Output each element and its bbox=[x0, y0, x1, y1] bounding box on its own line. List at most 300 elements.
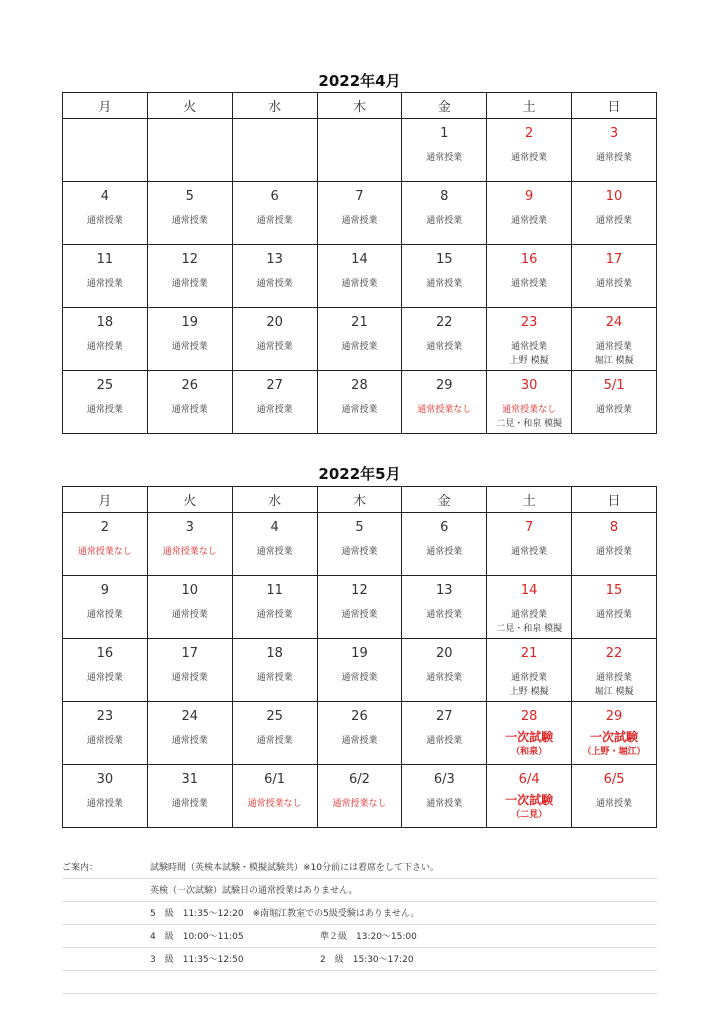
day-cell bbox=[63, 119, 148, 182]
day-number: 9 bbox=[100, 583, 110, 598]
day-cell bbox=[487, 308, 572, 371]
weekday-header: 土 bbox=[487, 93, 572, 119]
day-note: 通常授業 bbox=[171, 799, 208, 809]
day-note: 通常授業 bbox=[596, 279, 633, 289]
day-cell bbox=[487, 119, 572, 182]
day-notes bbox=[318, 277, 402, 291]
day-number: 20 bbox=[266, 315, 283, 330]
day-note: 通常授業 bbox=[86, 736, 123, 746]
week-row bbox=[63, 119, 657, 182]
day-note: 通常授業 bbox=[86, 405, 123, 415]
day-note: 通常授業 bbox=[256, 673, 293, 683]
weekday-header: 火 bbox=[147, 487, 232, 513]
day-cell bbox=[572, 576, 657, 639]
weekday-header: 火 bbox=[147, 93, 232, 119]
guide-section bbox=[62, 856, 657, 994]
day-note: 上野 模擬 bbox=[509, 687, 549, 697]
weekday-header: 土 bbox=[487, 487, 572, 513]
day-notes bbox=[402, 403, 486, 417]
day-number: 3 bbox=[609, 126, 619, 141]
day-number: 21 bbox=[520, 646, 538, 661]
day-note: 通常授業 bbox=[426, 673, 463, 683]
day-note: 通常授業 bbox=[86, 216, 123, 226]
day-note: 通常授業 bbox=[426, 279, 463, 289]
day-note: 通常授業 bbox=[341, 610, 378, 620]
day-note: 通常授業 bbox=[341, 673, 378, 683]
day-notes bbox=[148, 403, 232, 417]
day-number: 28 bbox=[351, 378, 368, 393]
guide-label: ご案内： bbox=[62, 863, 99, 873]
day-notes bbox=[572, 151, 656, 165]
day-note: 通常授業 bbox=[426, 216, 463, 226]
day-notes bbox=[487, 608, 571, 636]
weekday-header: 日 bbox=[572, 487, 657, 513]
day-number: 28 bbox=[520, 709, 538, 724]
exam-label: 一次試験 bbox=[590, 730, 639, 744]
day-notes bbox=[318, 734, 402, 748]
day-number: 12 bbox=[181, 252, 199, 267]
day-cell bbox=[232, 576, 317, 639]
day-note: 通常授業 bbox=[256, 405, 293, 415]
day-notes bbox=[148, 608, 232, 622]
day-number: 12 bbox=[351, 583, 368, 598]
day-number: 31 bbox=[181, 772, 199, 787]
day-note: 通常授業 bbox=[256, 279, 293, 289]
day-number: 1 bbox=[440, 126, 449, 141]
day-cell bbox=[317, 576, 402, 639]
day-notes bbox=[148, 797, 232, 811]
day-note: 通常授業 bbox=[341, 736, 378, 746]
day-number: 26 bbox=[181, 378, 199, 393]
day-cell bbox=[317, 308, 402, 371]
guide-grade2-time: 2 級 15:30～17:20 bbox=[320, 955, 414, 965]
day-cell bbox=[232, 119, 317, 182]
day-notes bbox=[63, 403, 147, 417]
day-cell bbox=[402, 245, 487, 308]
week-row bbox=[63, 513, 657, 576]
day-cell bbox=[147, 371, 232, 434]
day-note: 通常授業 bbox=[341, 547, 378, 557]
day-cell bbox=[63, 513, 148, 576]
day-notes bbox=[572, 730, 656, 759]
day-cell bbox=[317, 371, 402, 434]
weekday-header: 月 bbox=[63, 487, 148, 513]
guide-row bbox=[62, 948, 657, 971]
may-title: 2022年5月 bbox=[318, 465, 401, 483]
week-row bbox=[63, 576, 657, 639]
day-number: 21 bbox=[351, 315, 368, 330]
day-number: 6 bbox=[270, 189, 279, 204]
day-number: 3 bbox=[185, 520, 194, 535]
weekday-header: 木 bbox=[317, 93, 402, 119]
day-note: 通常授業 bbox=[341, 279, 378, 289]
day-number: 6/4 bbox=[518, 772, 540, 787]
day-notes bbox=[572, 608, 656, 622]
exam-label: 一次試験 bbox=[505, 730, 554, 744]
day-cell bbox=[572, 371, 657, 434]
day-number: 30 bbox=[96, 772, 114, 787]
day-number: 14 bbox=[351, 252, 368, 267]
day-note: 通常授業 bbox=[171, 736, 208, 746]
day-notes bbox=[148, 545, 232, 559]
day-cell bbox=[487, 182, 572, 245]
day-notes bbox=[233, 277, 317, 291]
day-number: 27 bbox=[266, 378, 283, 393]
day-notes bbox=[318, 403, 402, 417]
day-cell bbox=[232, 765, 317, 828]
day-number: 6/3 bbox=[433, 772, 455, 787]
week-row bbox=[63, 245, 657, 308]
day-number: 15 bbox=[436, 252, 453, 267]
day-note: 通常授業 bbox=[171, 216, 208, 226]
day-cell bbox=[317, 245, 402, 308]
day-note: 通常授業なし bbox=[332, 799, 387, 809]
day-notes bbox=[233, 545, 317, 559]
day-number: 11 bbox=[266, 583, 283, 598]
day-number: 29 bbox=[605, 709, 623, 724]
day-number: 8 bbox=[609, 520, 619, 535]
day-notes bbox=[233, 403, 317, 417]
day-cell bbox=[402, 576, 487, 639]
guide-row bbox=[62, 902, 657, 925]
day-note: 堀江 模擬 bbox=[594, 687, 634, 697]
day-note: 堀江 模擬 bbox=[594, 356, 634, 366]
day-number: 6/2 bbox=[348, 772, 370, 787]
day-note: 通常授業 bbox=[256, 547, 293, 557]
day-notes bbox=[402, 545, 486, 559]
day-number: 19 bbox=[351, 646, 368, 661]
day-notes bbox=[233, 214, 317, 228]
exam-location: （和泉） bbox=[511, 747, 548, 757]
guide-exam-time-note: 試験時間（英検本試験・模擬試験共）※10分前には着席をして下さい。 bbox=[150, 863, 439, 873]
day-number: 30 bbox=[520, 378, 538, 393]
day-number: 23 bbox=[96, 709, 114, 724]
day-note: 通常授業 bbox=[596, 799, 633, 809]
day-note: 通常授業 bbox=[171, 610, 208, 620]
day-cell bbox=[402, 639, 487, 702]
day-cell bbox=[63, 371, 148, 434]
day-number: 2 bbox=[100, 520, 110, 535]
day-number: 15 bbox=[605, 583, 623, 598]
day-notes bbox=[572, 340, 656, 368]
day-note: 通常授業 bbox=[596, 342, 633, 352]
day-note: 通常授業 bbox=[86, 610, 123, 620]
exam-label: 一次試験 bbox=[505, 793, 554, 807]
day-number: 22 bbox=[436, 315, 453, 330]
day-number: 23 bbox=[520, 315, 538, 330]
day-cell bbox=[572, 702, 657, 765]
day-notes bbox=[63, 340, 147, 354]
guide-grade3-time: 3 級 11:35～12:50 bbox=[150, 955, 244, 965]
day-cell bbox=[147, 576, 232, 639]
day-note: 通常授業 bbox=[86, 342, 123, 352]
day-note: 通常授業 bbox=[86, 279, 123, 289]
day-cell bbox=[147, 513, 232, 576]
day-cell bbox=[402, 765, 487, 828]
day-note: 通常授業 bbox=[596, 547, 633, 557]
guide-row bbox=[62, 879, 657, 902]
exam-location: （二見） bbox=[511, 810, 548, 820]
day-notes bbox=[487, 671, 571, 699]
day-cell bbox=[317, 513, 402, 576]
day-note: 通常授業 bbox=[596, 673, 633, 683]
april-title: 2022年4月 bbox=[318, 72, 401, 90]
day-note: 通常授業 bbox=[511, 610, 548, 620]
day-notes bbox=[487, 545, 571, 559]
weekday-header-row bbox=[63, 487, 657, 513]
day-note: 通常授業 bbox=[341, 342, 378, 352]
day-number: 4 bbox=[270, 520, 279, 535]
guide-no-class-note: 英検（一次試験）試験日の通常授業はありません。 bbox=[150, 886, 358, 896]
day-number: 11 bbox=[96, 252, 114, 267]
day-note: 通常授業 bbox=[256, 216, 293, 226]
day-notes bbox=[402, 151, 486, 165]
day-note: 通常授業 bbox=[426, 547, 463, 557]
weekday-header: 水 bbox=[232, 487, 317, 513]
day-cell bbox=[63, 702, 148, 765]
day-note: 通常授業 bbox=[426, 736, 463, 746]
day-notes bbox=[318, 545, 402, 559]
day-note: 通常授業 bbox=[341, 405, 378, 415]
day-cell bbox=[317, 639, 402, 702]
day-notes bbox=[402, 608, 486, 622]
weekday-header: 金 bbox=[402, 93, 487, 119]
day-cell bbox=[63, 765, 148, 828]
day-cell bbox=[487, 765, 572, 828]
day-notes bbox=[572, 214, 656, 228]
day-notes bbox=[318, 608, 402, 622]
day-number: 24 bbox=[181, 709, 199, 724]
day-notes bbox=[63, 671, 147, 685]
day-note: 通常授業 bbox=[256, 342, 293, 352]
day-note: 通常授業なし bbox=[77, 547, 132, 557]
day-notes bbox=[487, 214, 571, 228]
day-notes bbox=[318, 797, 402, 811]
day-cell bbox=[402, 702, 487, 765]
day-cell bbox=[572, 639, 657, 702]
day-notes bbox=[487, 793, 571, 822]
week-row bbox=[63, 182, 657, 245]
day-notes bbox=[148, 340, 232, 354]
day-cell bbox=[572, 513, 657, 576]
day-note: 通常授業 bbox=[171, 342, 208, 352]
day-number: 24 bbox=[605, 315, 623, 330]
day-note: 通常授業 bbox=[171, 673, 208, 683]
day-number: 4 bbox=[100, 189, 110, 204]
day-cell bbox=[487, 702, 572, 765]
day-number: 16 bbox=[520, 252, 538, 267]
day-cell bbox=[572, 245, 657, 308]
day-note: 通常授業 bbox=[511, 279, 548, 289]
day-cell bbox=[147, 245, 232, 308]
day-number: 6/5 bbox=[603, 772, 625, 787]
day-number: 16 bbox=[96, 646, 114, 661]
day-notes bbox=[63, 797, 147, 811]
guide-grade4-time: 4 級 10:00～11:05 bbox=[150, 932, 244, 942]
day-cell bbox=[572, 765, 657, 828]
day-number: 10 bbox=[181, 583, 199, 598]
day-notes bbox=[233, 734, 317, 748]
day-cell bbox=[572, 308, 657, 371]
day-note: 通常授業 bbox=[596, 153, 633, 163]
weekday-header: 木 bbox=[317, 487, 402, 513]
day-cell bbox=[232, 702, 317, 765]
guide-row bbox=[62, 856, 657, 879]
day-notes bbox=[402, 214, 486, 228]
day-cell bbox=[317, 702, 402, 765]
day-notes bbox=[572, 277, 656, 291]
day-notes bbox=[233, 797, 317, 811]
day-note: 通常授業 bbox=[511, 153, 548, 163]
day-number: 14 bbox=[520, 583, 538, 598]
day-notes bbox=[63, 277, 147, 291]
week-row bbox=[63, 371, 657, 434]
day-notes bbox=[318, 671, 402, 685]
day-notes bbox=[233, 608, 317, 622]
day-note: 二見・和泉 模擬 bbox=[496, 419, 563, 429]
day-note: 通常授業 bbox=[256, 736, 293, 746]
day-note: 通常授業 bbox=[86, 673, 123, 683]
weekday-header: 水 bbox=[232, 93, 317, 119]
day-notes bbox=[63, 214, 147, 228]
day-notes bbox=[148, 277, 232, 291]
day-cell bbox=[147, 182, 232, 245]
day-number: 17 bbox=[605, 252, 623, 267]
day-cell bbox=[402, 513, 487, 576]
day-note: 通常授業 bbox=[426, 799, 463, 809]
day-notes bbox=[572, 545, 656, 559]
day-notes bbox=[148, 671, 232, 685]
day-note: 通常授業なし bbox=[162, 547, 217, 557]
day-notes bbox=[487, 403, 571, 431]
day-number: 5 bbox=[355, 520, 364, 535]
day-cell bbox=[232, 182, 317, 245]
day-notes bbox=[402, 797, 486, 811]
day-number: 20 bbox=[436, 646, 453, 661]
day-number: 13 bbox=[436, 583, 453, 598]
day-number: 22 bbox=[605, 646, 623, 661]
day-note: 二見・和泉 模擬 bbox=[496, 624, 563, 634]
day-cell bbox=[147, 308, 232, 371]
exam-location: （上野・堀江） bbox=[582, 747, 646, 757]
day-cell bbox=[317, 182, 402, 245]
day-cell bbox=[402, 308, 487, 371]
day-number: 6 bbox=[440, 520, 449, 535]
weekday-header-row bbox=[63, 93, 657, 119]
day-cell bbox=[232, 308, 317, 371]
day-note: 通常授業 bbox=[596, 405, 633, 415]
day-cell bbox=[63, 308, 148, 371]
day-note: 通常授業 bbox=[256, 610, 293, 620]
day-cell bbox=[147, 765, 232, 828]
day-cell bbox=[572, 119, 657, 182]
day-cell bbox=[487, 513, 572, 576]
day-cell bbox=[63, 245, 148, 308]
day-note: 通常授業 bbox=[171, 279, 208, 289]
day-number: 5 bbox=[185, 189, 194, 204]
day-notes bbox=[233, 340, 317, 354]
day-notes bbox=[487, 277, 571, 291]
day-notes bbox=[402, 277, 486, 291]
day-cell bbox=[63, 639, 148, 702]
day-notes bbox=[318, 340, 402, 354]
guide-pre2-time: 準２級 13:20～15:00 bbox=[320, 932, 417, 942]
day-notes bbox=[148, 214, 232, 228]
day-number: 18 bbox=[96, 315, 114, 330]
day-notes bbox=[63, 734, 147, 748]
day-number: 2 bbox=[525, 126, 534, 141]
day-number: 7 bbox=[525, 520, 534, 535]
week-row bbox=[63, 765, 657, 828]
day-cell bbox=[487, 639, 572, 702]
day-cell bbox=[317, 765, 402, 828]
day-note: 通常授業 bbox=[86, 799, 123, 809]
day-number: 18 bbox=[266, 646, 283, 661]
day-number: 26 bbox=[351, 709, 368, 724]
day-notes bbox=[402, 734, 486, 748]
weekday-header: 金 bbox=[402, 487, 487, 513]
day-note: 通常授業なし bbox=[247, 799, 302, 809]
day-note: 通常授業 bbox=[426, 342, 463, 352]
week-row bbox=[63, 308, 657, 371]
day-number: 27 bbox=[436, 709, 453, 724]
day-cell bbox=[147, 639, 232, 702]
weekday-header: 月 bbox=[63, 93, 148, 119]
day-cell bbox=[63, 576, 148, 639]
day-cell bbox=[317, 119, 402, 182]
day-number: 7 bbox=[355, 189, 364, 204]
day-note: 通常授業なし bbox=[502, 405, 557, 415]
weekday-header: 日 bbox=[572, 93, 657, 119]
day-note: 通常授業 bbox=[596, 610, 633, 620]
day-notes bbox=[487, 340, 571, 368]
day-number: 6/1 bbox=[264, 772, 286, 787]
day-notes bbox=[318, 214, 402, 228]
day-notes bbox=[63, 608, 147, 622]
day-cell bbox=[63, 182, 148, 245]
guide-row bbox=[62, 925, 657, 948]
day-note: 通常授業 bbox=[511, 216, 548, 226]
day-number: 5/1 bbox=[603, 378, 625, 393]
day-cell bbox=[147, 119, 232, 182]
day-cell bbox=[487, 245, 572, 308]
day-notes bbox=[572, 403, 656, 417]
day-notes bbox=[487, 730, 571, 759]
day-number: 17 bbox=[181, 646, 199, 661]
day-note: 通常授業なし bbox=[417, 405, 472, 415]
day-number: 19 bbox=[181, 315, 199, 330]
guide-row bbox=[62, 971, 657, 994]
day-number: 13 bbox=[266, 252, 283, 267]
day-cell bbox=[572, 182, 657, 245]
day-note: 通常授業 bbox=[511, 673, 548, 683]
day-cell bbox=[232, 513, 317, 576]
day-note: 通常授業 bbox=[426, 153, 463, 163]
day-number: 29 bbox=[436, 378, 453, 393]
april-calendar bbox=[62, 92, 657, 434]
week-row bbox=[63, 639, 657, 702]
may-calendar bbox=[62, 486, 657, 828]
day-cell bbox=[402, 371, 487, 434]
day-notes bbox=[402, 340, 486, 354]
day-number: 25 bbox=[96, 378, 114, 393]
day-note: 通常授業 bbox=[341, 216, 378, 226]
day-cell bbox=[147, 702, 232, 765]
day-number: 9 bbox=[525, 189, 534, 204]
day-cell bbox=[232, 639, 317, 702]
day-notes bbox=[233, 671, 317, 685]
guide-grade5-time: 5 級 11:35～12:20 ※南堀江教室での5級受験はありません。 bbox=[150, 909, 420, 919]
